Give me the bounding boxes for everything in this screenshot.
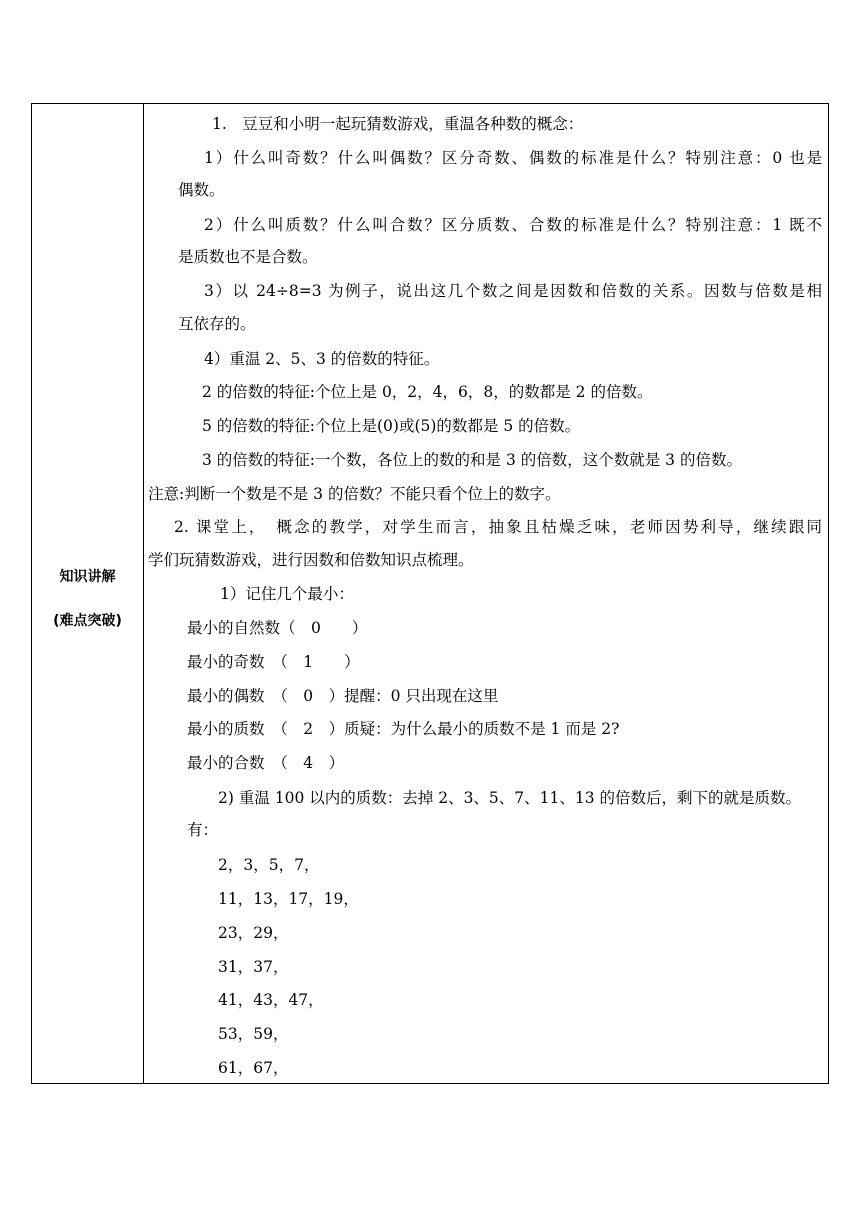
prime-row: 11，13，17，19，	[218, 890, 359, 908]
content-table	[31, 103, 829, 1084]
content-line: 学们玩猜数游戏，进行因数和倍数知识点梳理。	[148, 551, 474, 569]
content-line: 最小的质数 （ 2 ）质疑：为什么最小的质数不是 1 而是 2?	[187, 720, 620, 738]
prime-row: 23，29，	[218, 924, 289, 942]
content-line: 5 的倍数的特征:个位上是(0)或(5)的数都是 5 的倍数。	[202, 417, 581, 435]
prime-row: 53，59，	[218, 1025, 289, 1043]
column-divider	[143, 104, 144, 1083]
content-line: 有：	[187, 821, 219, 839]
prime-row: 61，67，	[218, 1059, 289, 1077]
content-line: 偶数。	[178, 181, 225, 199]
content-line: 1）记住几个最小：	[220, 585, 354, 603]
content-line: 4）重温 2、5、3 的倍数的特征。	[204, 350, 440, 368]
content-line: 3 的倍数的特征:一个数，各位上的数的和是 3 的倍数，这个数就是 3 的倍数。	[202, 451, 742, 469]
content-line: 1. 豆豆和小明一起玩猜数游戏，重温各种数的概念：	[212, 115, 584, 133]
content-line: 3）以 24÷8=3 为例子，说出这几个数之间是因数和倍数的关系。因数与倍数是相	[204, 282, 822, 300]
content-line: 互依存的。	[178, 315, 256, 333]
prime-row: 2，3，5，7，	[218, 856, 320, 874]
prime-row: 31，37，	[218, 958, 289, 976]
content-line: 2）什么叫质数？什么叫合数？区分质数、合数的标准是什么？特别注意：1 既不	[204, 216, 822, 234]
content-line: 最小的偶数 （ 0 ）提醒：0 只出现在这里	[187, 687, 499, 705]
content-line: 最小的奇数 （ 1 ）	[187, 653, 360, 671]
section-title: 知识讲解	[59, 569, 116, 585]
content-line: 1）什么叫奇数？什么叫偶数？区分奇数、偶数的标准是什么？特别注意：0 也是	[204, 149, 822, 167]
content-line: 2 的倍数的特征:个位上是 0，2，4，6，8，的数都是 2 的倍数。	[202, 383, 653, 401]
content-line: 最小的合数 （ 4 ）	[187, 754, 345, 772]
prime-row: 41，43，47，	[218, 991, 324, 1009]
content-line: 2) 重温 100 以内的质数：去掉 2、3、5、7、11、13 的倍数后，剩下的就是质数。	[218, 789, 802, 807]
content-line: 最小的自然数（ 0 ）	[187, 619, 368, 637]
content-line: 是质数也不是合数。	[178, 248, 318, 266]
content-line: 2. 课堂上， 概念的教学，对学生而言，抽象且枯燥乏味，老师因势利导，继续跟同	[174, 518, 822, 536]
section-subtitle: (难点突破)	[53, 613, 122, 629]
content-line: 注意:判断一个数是不是 3 的倍数？不能只看个位上的数字。	[148, 485, 561, 503]
